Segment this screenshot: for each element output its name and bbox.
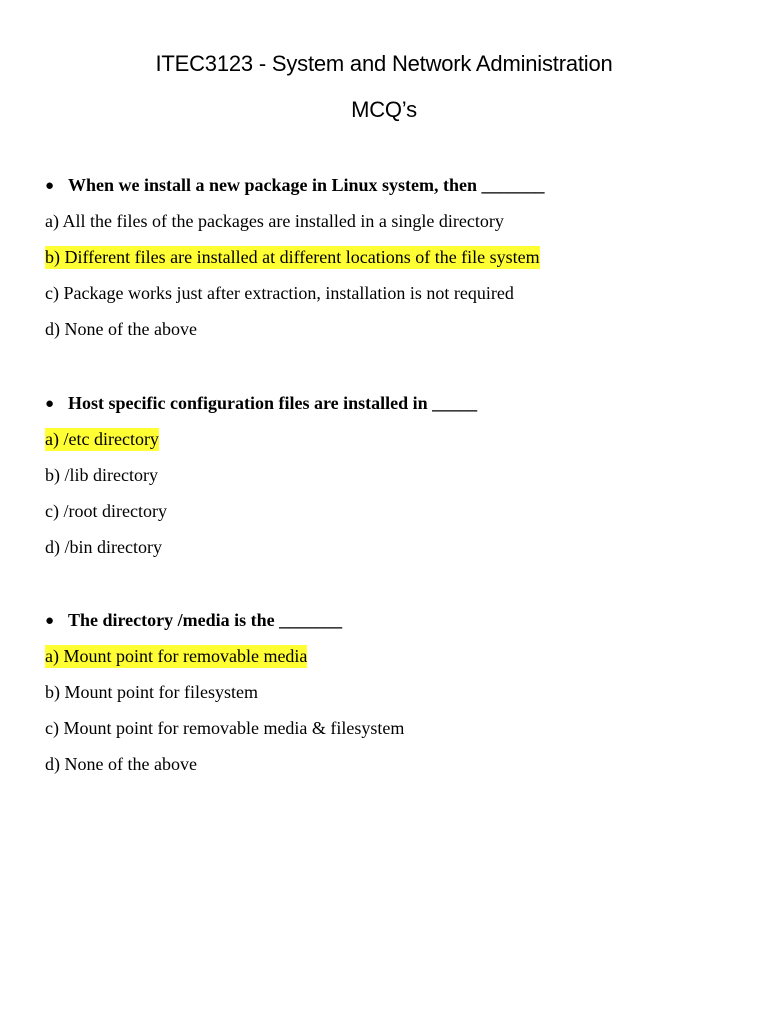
option-text: d) None of the above	[45, 319, 197, 339]
option-text: c) /root directory	[45, 501, 167, 521]
question-2-option-a	[45, 427, 159, 451]
option-text: a) All the files of the packages are installed in a single directory	[45, 211, 504, 231]
question-1-option-a	[45, 209, 504, 233]
highlighted-answer: a) Mount point for removable media	[45, 646, 308, 666]
bullet-icon: ●	[45, 613, 55, 629]
question-1-text: When we install a new package in Linux system, then _______	[68, 175, 545, 195]
question-3-option-a	[45, 644, 307, 668]
document-title: ITEC3123 - System and Network Administration	[155, 51, 613, 76]
bullet-icon: ●	[45, 178, 55, 194]
option-text: c) Package works just after extraction, installation is not required	[45, 283, 514, 303]
option-text: b) Mount point for filesystem	[45, 682, 258, 702]
option-text: b) /lib directory	[45, 465, 158, 485]
document-subtitle: MCQ’s	[351, 97, 417, 122]
question-2-option-c	[45, 499, 167, 523]
highlighted-answer: a) /etc directory	[45, 429, 159, 449]
question-3-option-d	[45, 752, 197, 776]
question-2-option-b	[45, 463, 158, 487]
question-1-option-d	[45, 317, 197, 341]
question-2-option-d	[45, 535, 162, 559]
option-text: c) Mount point for removable media & filesystem	[45, 718, 405, 738]
bullet-icon: ●	[45, 396, 55, 412]
question-3-text: The directory /media is the _______	[68, 610, 343, 630]
question-2	[45, 391, 477, 416]
question-2-text: Host specific configuration files are installed in _____	[68, 393, 478, 413]
question-1-option-c	[45, 281, 514, 305]
highlighted-answer: b) Different files are installed at different locations of the file system	[45, 247, 540, 267]
question-3	[45, 608, 342, 633]
question-3-option-b	[45, 680, 258, 704]
option-text: d) None of the above	[45, 754, 197, 774]
option-text: d) /bin directory	[45, 537, 162, 557]
question-1	[45, 173, 545, 198]
question-1-option-b	[45, 245, 540, 269]
question-3-option-c	[45, 716, 404, 740]
